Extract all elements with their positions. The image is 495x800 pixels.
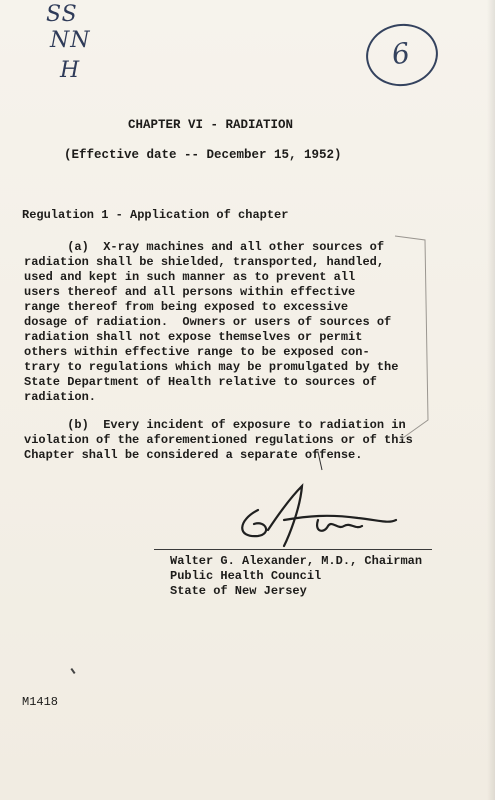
handwritten-signature (228, 480, 408, 552)
effective-date: (Effective date -- December 15, 1952) (64, 148, 342, 162)
paragraph-b: (b) Every incident of exposure to radiation in violation of the aforementioned regulations or of this Chapter shall be considered a separate offense. (24, 418, 413, 462)
handwritten-initials-2: NN (50, 28, 91, 53)
regulation-heading: Regulation 1 - Application of chapter (22, 208, 289, 222)
signer-title: Public Health Council (170, 569, 322, 583)
handwritten-initials-3: H (60, 58, 81, 83)
chapter-title: CHAPTER VI - RADIATION (128, 118, 294, 132)
paragraph-a: (a) X-ray machines and all other sources of radiation shall be shielded, transported, handled, used and kept in such manner as to prevent all users thereof and all persons within effective range thereof from being exposed to excessive dosage of radiation. Owners or users of sources of radiation shall not expose themselves or permit others within effective range to be exposed con- trary to regulations which may be promulgated by the State Department of Health relative to sources of radiation. (24, 240, 399, 404)
signature-line (154, 549, 432, 550)
signer-organization: State of New Jersey (170, 584, 307, 598)
form-number: M1418 (22, 695, 59, 709)
circled-number-text: 6 (389, 36, 412, 72)
handwritten-initials-1: SS (46, 2, 78, 27)
signer-name: Walter G. Alexander, M.D., Chairman (170, 554, 423, 568)
signature-block (170, 554, 422, 599)
